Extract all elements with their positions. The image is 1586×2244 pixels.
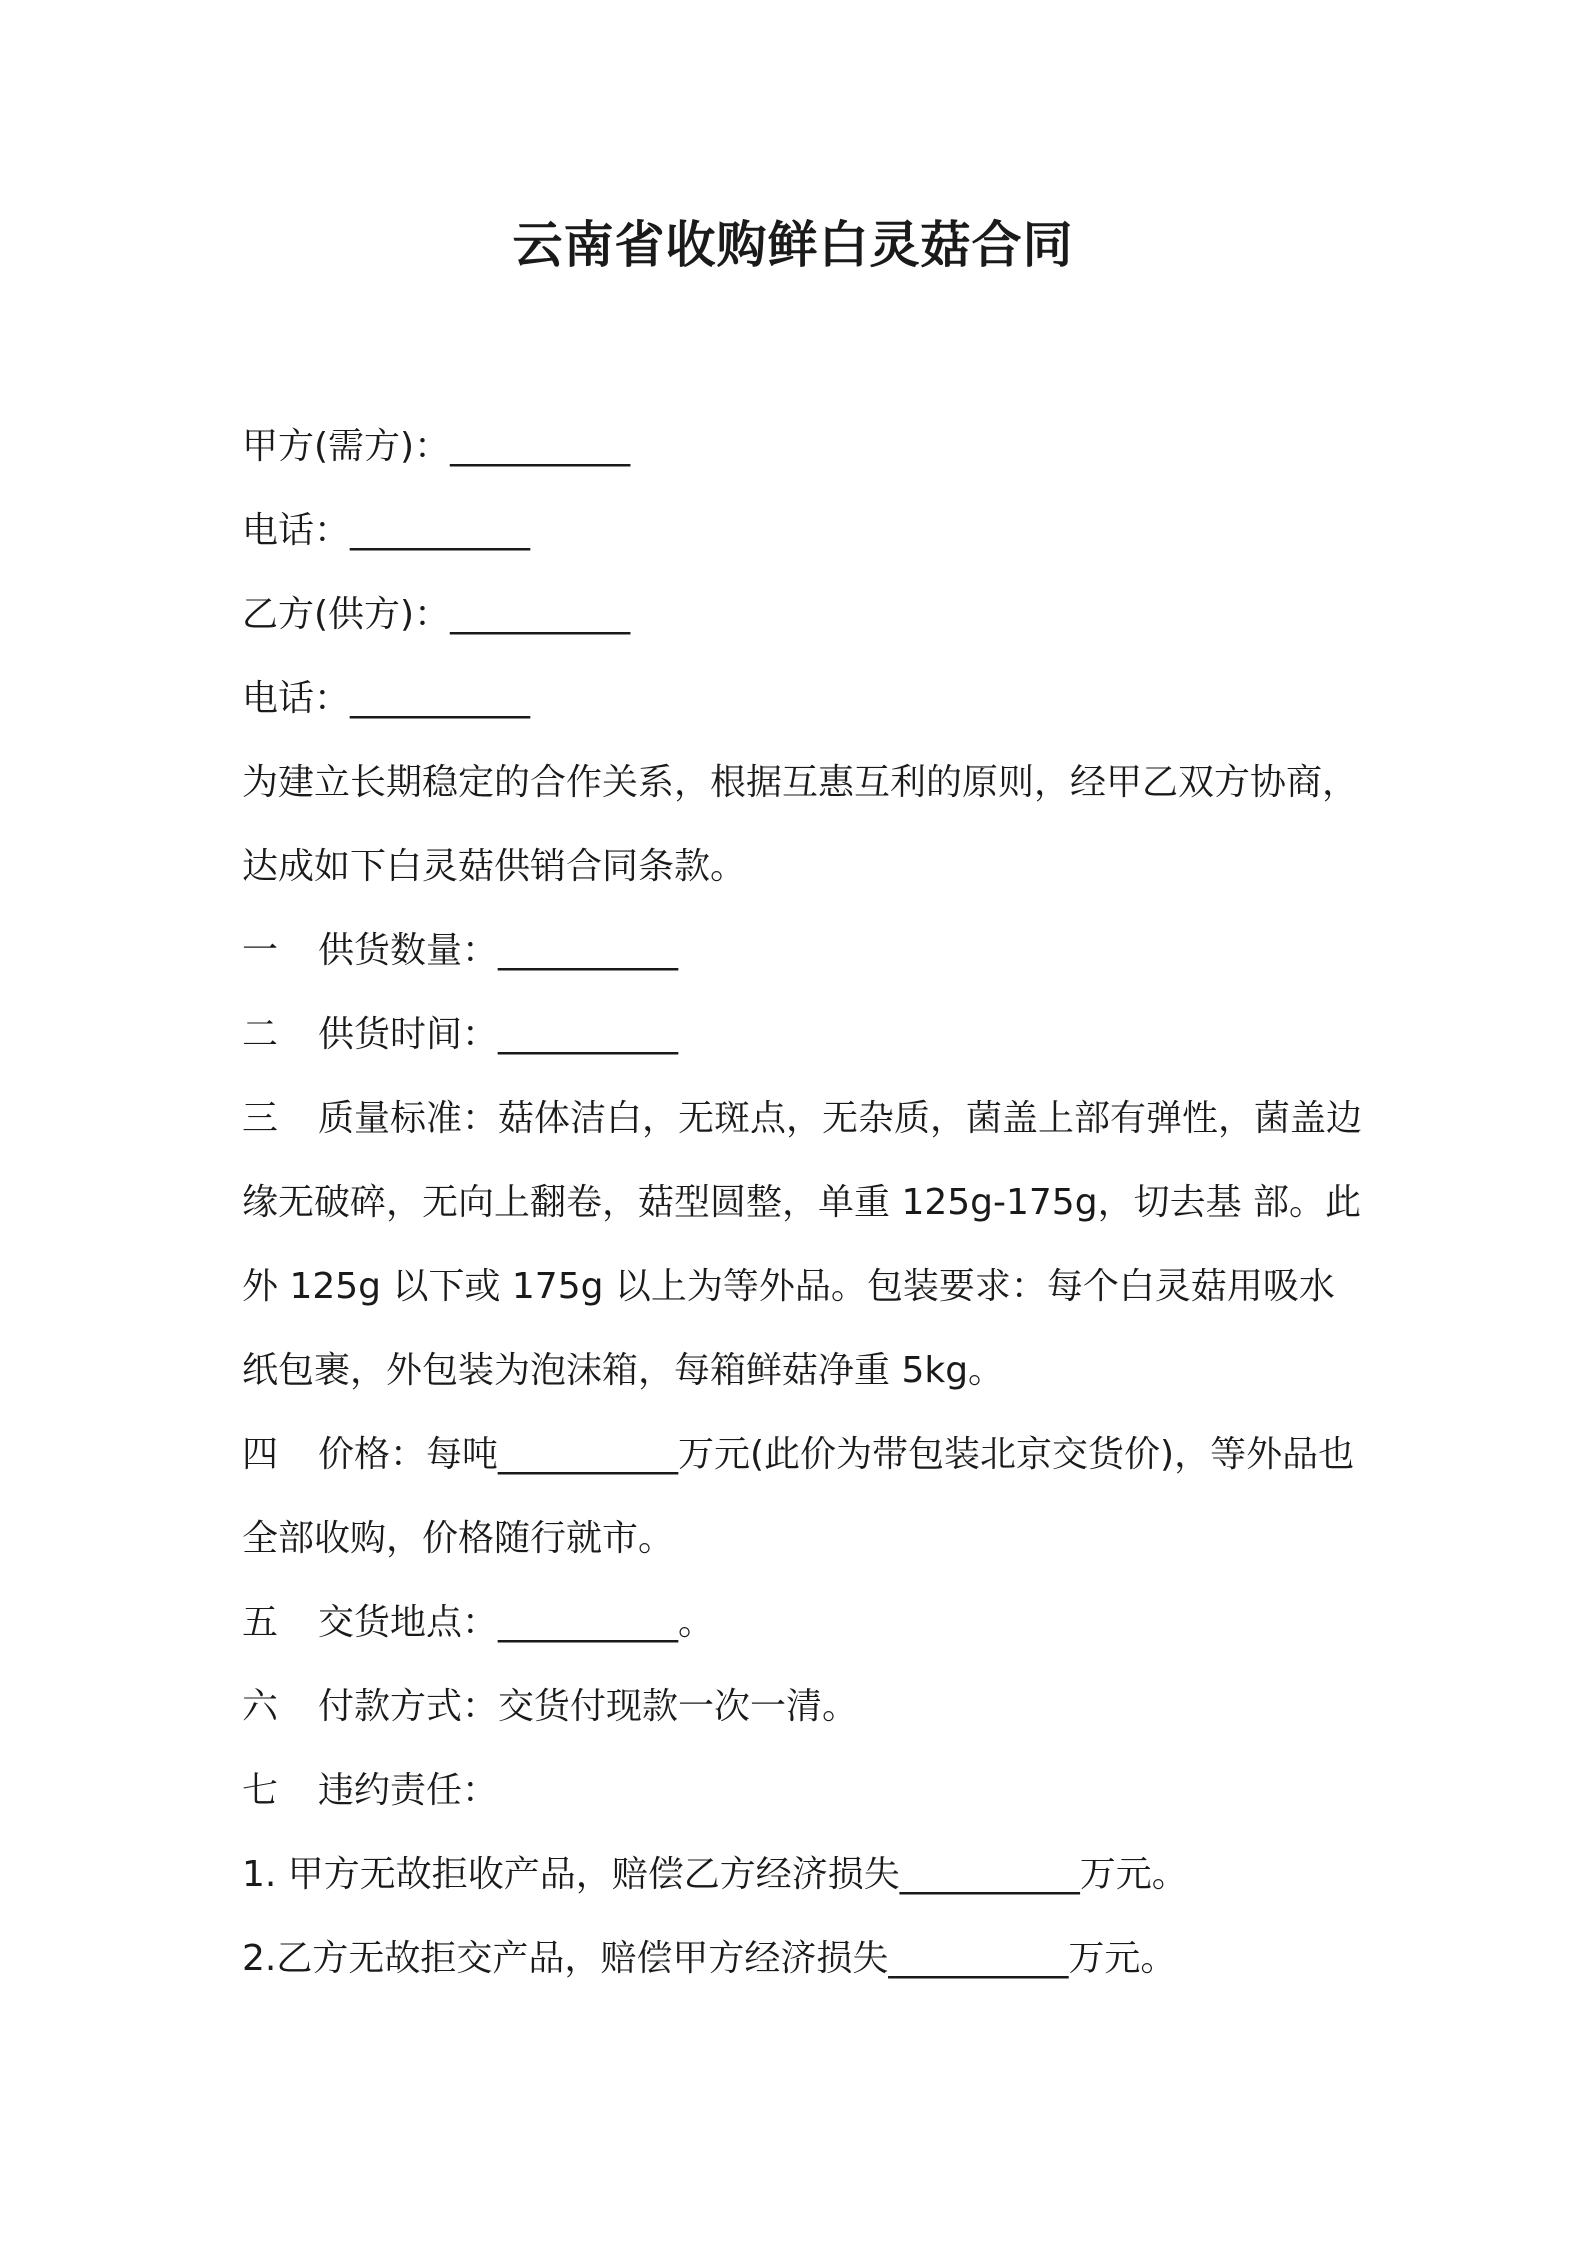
intro-paragraph: 为建立长期稳定的合作关系，根据互惠互利的原则，经甲乙双方协商，达成如下白灵菇供销合同条款。 [242,762,1359,887]
party-a-phone: 电话：__________ [242,510,531,551]
clause-payment [242,1665,1362,1749]
clause-text: 交货地点：__________。 [318,1602,715,1643]
document-body [242,405,1362,2001]
clause-quality [242,1077,1362,1413]
party-a-line: 甲方(需方)：__________ [242,426,631,467]
clause-number: 四 [242,1434,279,1475]
clause-number: 五 [242,1602,279,1643]
clause-number: 三 [242,1098,279,1139]
clause-number: 一 [242,930,279,971]
clause-liability [242,1749,1362,1833]
clause-quantity [242,909,1362,993]
clause-text: 供货时间：__________ [318,1014,679,1055]
liability-item-2: 2.乙方无故拒交产品，赔偿甲方经济损失__________万元。 [242,1938,1177,1979]
liability-item-1: 1. 甲方无故拒收产品，赔偿乙方经济损失__________万元。 [242,1854,1188,1895]
clause-text: 违约责任： [318,1770,499,1811]
party-b-phone: 电话：__________ [242,678,531,719]
document-title: 云南省收购鲜白灵菇合同 [512,216,1074,274]
party-b-line: 乙方(供方)：__________ [242,594,631,635]
clause-price [242,1413,1362,1581]
clause-text: 质量标准：菇体洁白，无斑点，无杂质，菌盖上部有弹性，菌盖边缘无破碎，无向上翻卷，菇型圆整，单重 125g-175g，切去基 部。此外 125g 以下或 175g 以上为等外品。包装要求：每个白灵菇用吸水纸包裹，外包装为泡沫箱，每箱鲜菇净重 5kg。 [242,1098,1363,1391]
clause-time [242,993,1362,1077]
clause-number: 六 [242,1686,279,1727]
clause-text: 供货数量：__________ [318,930,679,971]
clause-text: 付款方式：交货付现款一次一清。 [318,1686,859,1727]
clause-delivery-place [242,1581,1362,1665]
clause-number: 七 [242,1770,279,1811]
clause-number: 二 [242,1014,279,1055]
clause-text: 价格：每吨__________万元(此价为带包装北京交货价)，等外品也全部收购，价格随行就市。 [242,1434,1355,1559]
